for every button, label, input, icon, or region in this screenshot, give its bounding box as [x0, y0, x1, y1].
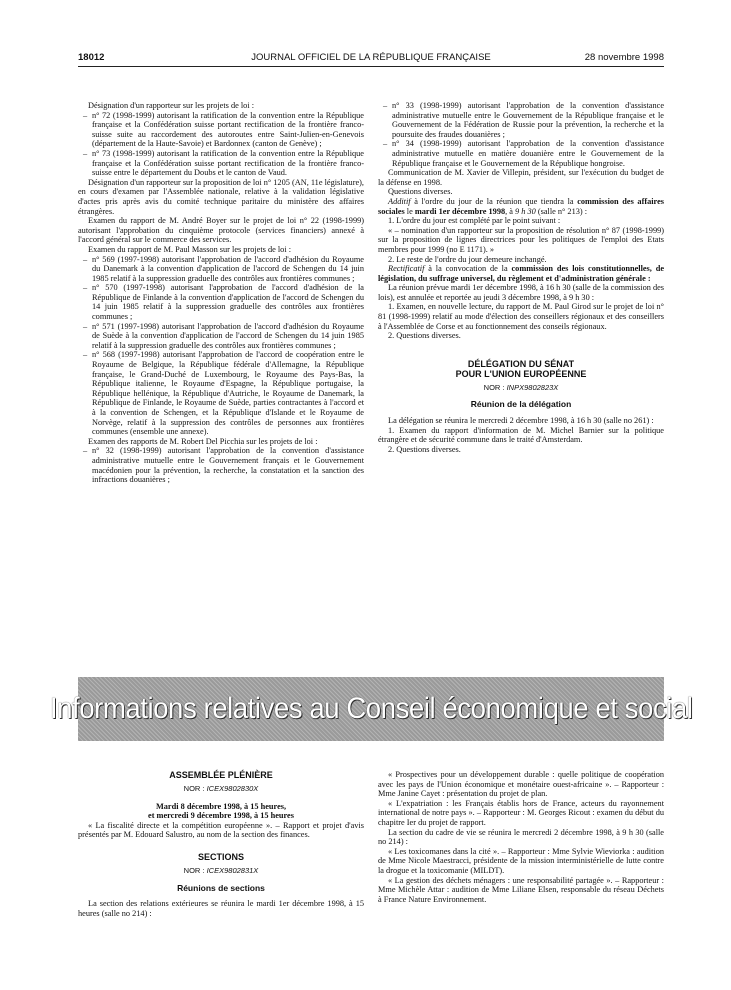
delegation-title: DÉLÉGATION DU SÉNAT POUR L'UNION EUROPÉENNE	[455, 358, 587, 379]
additif-lead: Additif	[388, 196, 411, 206]
col1-paragraph: – n° 568 (1997-1998) autorisant l'approbation de l'accord de coopération entre le Royaume de Belgique, la République fédérale d'Allemagne, la République française, le Grand-Duché de Luxembourg, le Royaume des Pays-Bas, la République italienne, le Royaume d'Espagne, la République portugaise, la République hellénique, la République d'Autriche, le Royaume de Danemark, la République de Finlande, le Royaume de Suède, parties contractantes à l'accord et à la convention de Schengen, et la République d'Islande et le Royaume de Norvège, relatif à la suppression des contrôles de personnes aux frontières communes (ensemble une annexe).	[78, 350, 364, 436]
col4-paragraph: « L'expatriation : les Français établis hors de France, acteurs du rayonnement international de notre pays ». – Rapporteur : M. Georges Ricout : examen du début du chapitre Ier du projet de rapport.	[378, 798, 664, 827]
column-3: ASSEMBLÉE PLÉNIÈRE NOR : ICEX9802830X Mardi 8 décembre 1998, à 15 heures, et mercredi 9 décembre 1998, à 15 heures « La fiscalité directe et la compétition européenne ». – Rapport et projet d'avis présentés par M. Edouard Salustro, au nom de la section des finances. SECTIONS NOR : ICEX9802831X Réunions de sections La section des relations extérieures se réunira le mardi 1er décembre 1998, à 15 heures (salle no 214) :	[78, 770, 364, 918]
delegation-subtitle: Réunion de la délégation	[470, 399, 572, 410]
col2-paragraph: Questions diverses.	[388, 187, 453, 197]
ces-banner	[49, 677, 693, 741]
col1-paragraph: – n° 32 (1998-1999) autorisant l'approbation de la convention d'assistance administrative mutuelle entre le Gouvernement français et le Gouvernement macédonien pour la prévention, la recherche, la constatation et la sanction des infractions douanières ;	[78, 446, 364, 484]
assemblee-title: ASSEMBLÉE PLÉNIÈRE	[169, 770, 273, 780]
col2-paragraph: « – nomination d'un rapporteur sur la proposition de résolution n° 87 (1998-1999) sur la proposition de lignes directrices pour les politiques de l'emploi des Etats membres pour 1999 (no E 1171). »	[378, 225, 664, 254]
col2-paragraph: La réunion prévue mardi 1er décembre 1998, à 16 h 30 (salle de la commission des lois), est annulée et reportée au jeudi 3 décembre 1998, à 9 h 30 :	[378, 283, 665, 302]
delegation-paragraph: La délégation se réunira le mercredi 2 décembre 1998, à 16 h 30 (salle no 261) :	[388, 416, 654, 426]
col2-paragraph: 1. L'ordre du jour est complété par le point suivant :	[388, 216, 561, 226]
column-4	[378, 770, 664, 904]
issue-date: 28 novembre 1998	[584, 52, 664, 63]
col2-paragraph: Communication de M. Xavier de Villepin, président, sur l'exécution du budget de la défense en 1998.	[378, 168, 664, 187]
col4-paragraph: « Prospectives pour un développement durable : quelle politique de coopération avec les pays de l'Union économique et monétaire ouest-africaine ». – Rapporteur : Mme Janine Cayet : présentation du projet de plan.	[378, 770, 664, 799]
col2-paragraph: – n° 33 (1998-1999) autorisant l'approbation de la convention d'assistance administrative mutuelle entre le Gouvernement de la République française et le Gouvernement de la Fédération de Russie pour la prévention, la recherche et la poursuite des fraudes douanières ;	[378, 101, 664, 139]
sections-title: SECTIONS	[197, 851, 244, 862]
assemblee-paragraph: « La fiscalité directe et la compétition européenne ». – Rapport et projet d'avis présentés par M. Edouard Salustro, au nom de la section des finances.	[78, 820, 364, 840]
column-2	[378, 101, 664, 454]
page-number: 18012	[78, 52, 105, 63]
col4-paragraph: « Les toxicomanes dans la cité ». – Rapporteur : Mme Sylvie Wieviorka : audition de Mme Nicole Maestracci, présidente de la mission interministérielle de lutte contre la drogue et la toxicomanie (MILDT).	[378, 846, 664, 875]
col2-paragraph: 2. Questions diverses.	[388, 331, 461, 341]
col1-paragraph: – n° 570 (1997-1998) autorisant l'approbation de l'accord d'adhésion de la République de Finlande à la convention d'application de l'accord de Schengen du 14 juin 1985 relatif à la suppression graduelle des contrôles aux frontières communes ;	[78, 283, 364, 321]
journal-title: JOURNAL OFFICIEL DE LA RÉPUBLIQUE FRANÇAISE	[251, 52, 491, 63]
col1-paragraph: – n° 72 (1998-1999) autorisant la ratification de la convention entre la République française et la Confédération suisse portant rectification de la frontière franco-suisse suite au raccordement des autoroutes entre Saint-Julien-en-Genevois (département de la Haute-Savoie) et Bardonnex (canton de Genève) ;	[78, 111, 364, 149]
col4-paragraph: « La gestion des déchets ménagers : une responsabilité partagée ». – Rapporteur : Mme Michèle Attar : audition de Mme Liliane Elsen, responsable du réseau Déchets à France Nature Environnement.	[378, 875, 664, 904]
col1-paragraph: Examen du rapport de M. Paul Masson sur les projets de loi :	[88, 244, 292, 254]
col1-paragraph: Désignation d'un rapporteur sur la proposition de loi n° 1205 (AN, 11e législature), en cours d'examen par l'Assemblée nationale, relative à la validation législative d'actes pris après avis du comité technique paritaire du ministère des affaires étrangères.	[78, 177, 364, 216]
banner-text: Informations relatives au Conseil économique et social	[49, 692, 693, 725]
col4-paragraph: La section du cadre de vie se réunira le mercredi 2 décembre 1998, à 9 h 30 (salle no 214) :	[378, 827, 664, 847]
sections-paragraph: La section des relations extérieures se réunira le mardi 1er décembre 1998, à 15 heures (salle no 214) :	[78, 899, 364, 918]
assemblee-nor: NOR : ICEX9802830X	[183, 784, 259, 793]
additif-paragraph: Additif à l'ordre du jour de la réunion que tiendra la commission des affaires sociales le mardi 1er décembre 1998, à 9 h 30 (salle n° 213) :	[378, 196, 664, 216]
col1-paragraph: Examen du rapport de M. André Boyer sur le projet de loi n° 22 (1998-1999) autorisant l'approbation du cinquième protocole (services financiers) annexé à l'accord général sur le commerce des services.	[78, 216, 364, 245]
header-rule	[78, 66, 664, 67]
column-1	[78, 101, 364, 485]
col2-paragraph: – n° 34 (1998-1999) autorisant l'approbation de la convention d'assistance administrative mutuelle en matière douanière entre le Gouvernement de la République française et le Gouvernement de la République hongroise.	[378, 139, 664, 168]
col2-paragraph: 1. Examen, en nouvelle lecture, du rapport de M. Paul Girod sur le projet de loi n° 81 (1998-1999) relatif au mode d'élection des conseillers régionaux et des conseillers à l'Assemblée de Corse et au fonctionnement des conseils régionaux.	[378, 302, 664, 331]
delegation-nor: NOR : INPX9802823X	[483, 382, 559, 392]
sections-subtitle: Réunions de sections	[177, 882, 265, 893]
col1-paragraph: – n° 73 (1998-1999) autorisant la ratification de la convention entre la République française et la Confédération suisse portant rectification de la frontière franco-suisse entre le département du Doubs et le canton de Vaud.	[78, 149, 364, 178]
delegation-paragraph: 1. Examen du rapport d'information de M. Michel Barnier sur la politique étrangère et de sécurité commune dans le traité d'Amsterdam.	[378, 425, 664, 445]
col1-paragraph: Examen des rapports de M. Robert Del Picchia sur les projets de loi :	[88, 436, 318, 446]
assemblee-dates: Mardi 8 décembre 1998, à 15 heures,	[155, 801, 287, 811]
delegation-paragraph: 2. Questions diverses.	[388, 444, 461, 454]
page-header	[78, 52, 664, 66]
col2-paragraph: 2. Le reste de l'ordre du jour demeure inchangé.	[388, 254, 547, 264]
sections-nor: NOR : ICEX9802831X	[183, 865, 259, 875]
col1-paragraph: – n° 569 (1997-1998) autorisant l'approbation de l'accord d'adhésion du Royaume du Danemark à la convention d'application de l'accord de Schengen du 14 juin 1985 relatif à la suppression graduelle des contrôles aux frontières communes ;	[78, 255, 364, 284]
rectificatif-paragraph: Rectificatif à la convocation de la commission des lois constitutionnelles, de législation, du suffrage universel, du règlement et d'administration générale :	[378, 264, 665, 283]
col1-paragraph: Désignation d'un rapporteur sur les projets de loi :	[88, 101, 255, 110]
col1-paragraph: – n° 571 (1997-1998) autorisant l'approbation de l'accord d'adhésion du Royaume de Suède à la convention d'application de l'accord de Schengen du 14 juin 1985 relatif à la suppression graduelle des contrôles aux frontières communes ;	[78, 322, 364, 351]
